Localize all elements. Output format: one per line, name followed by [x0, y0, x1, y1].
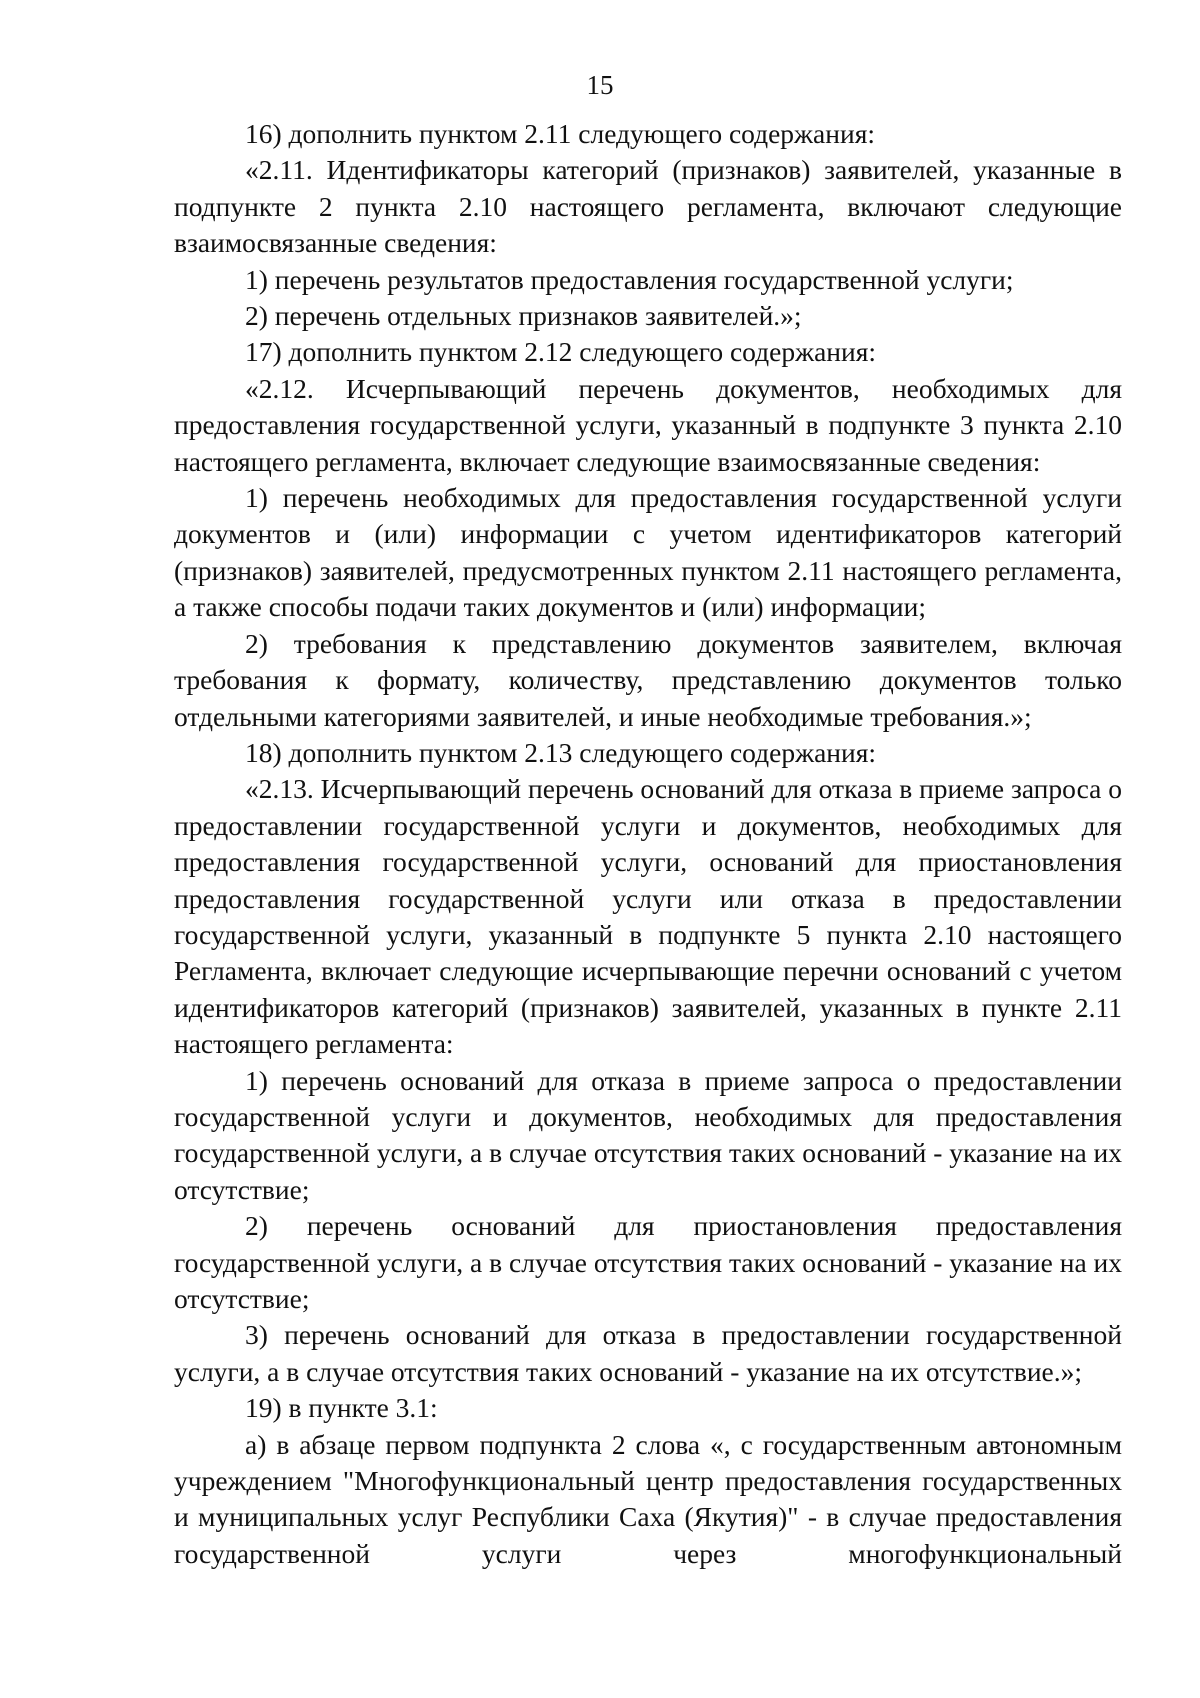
paragraph-item-18: 18) дополнить пунктом 2.13 следующего содержания:	[245, 736, 877, 768]
paragraph-2-11: «2.11. Идентификаторы категорий (признаков) заявителей, указанные в подпункте 2 пункта 2.10 настоящего регламента, включают следующие взаимосвязанные сведения:	[174, 154, 1122, 259]
paragraph-item-16: 16) дополнить пунктом 2.11 следующего содержания:	[245, 118, 875, 149]
paragraph-2-12: «2.12. Исчерпывающий перечень документов, необходимых для предоставления государственной услуги, указанный в подпункте 3 пункта 2.10 настоящего регламента, включает следующие взаимосвязанные сведения:	[174, 372, 1122, 477]
paragraph-item-19-a: а) в абзаце первом подпункта 2 слова «, с государственным автономным учреждением "Многофункциональный центр предоставления государственных и муниципальных услуг Республики Саха (Якутия)" - в случае предоставления государственной услуги через многофункциональный	[174, 1428, 1122, 1569]
paragraph-item-19: 19) в пункте 3.1:	[245, 1392, 438, 1424]
paragraph-2-13-sub-3: 3) перечень оснований для отказа в предоставлении государственной услуги, а в случае отсутствия таких оснований - указание на их отсутствие.»;	[174, 1319, 1122, 1387]
document-body	[174, 116, 1122, 1572]
paragraph-2-13-sub-2: 2) перечень оснований для приостановления предоставления государственной услуги, а в случае отсутствия таких оснований - указание на их отсутствие;	[174, 1210, 1122, 1314]
paragraph-2-11-sub-2: 2) перечень отдельных признаков заявителей.»;	[245, 300, 802, 332]
paragraph-2-13-sub-1: 1) перечень оснований для отказа в приеме запроса о предоставлении государственной услуги и документов, необходимых для предоставления государственной услуги, а в случае отсутствия таких оснований - указание на их отсутствие;	[174, 1064, 1122, 1205]
page-number: 15	[586, 70, 614, 100]
paragraph-item-17: 17) дополнить пунктом 2.12 следующего содержания:	[245, 336, 877, 368]
paragraph-2-12-sub-1: 1) перечень необходимых для предоставления государственной услуги документов и (или) информации с учетом идентификаторов категорий (признаков) заявителей, предусмотренных пунктом 2.11 настоящего регламента, а также способы подачи таких документов и (или) информации;	[174, 482, 1122, 623]
paragraph-2-13: «2.13. Исчерпывающий перечень оснований для отказа в приеме запроса о предоставлении государственной услуги и документов, необходимых для предоставления государственной услуги, оснований для приостановления предоставления государственной услуги или отказа в предоставлении государственной услуги, указанный в подпункте 5 пункта 2.10 настоящего Регламента, включает следующие исчерпывающие перечни оснований с учетом идентификаторов категорий (признаков) заявителей, указанных в пункте 2.11 настоящего регламента:	[174, 773, 1122, 1060]
paragraph-2-11-sub-1: 1) перечень результатов предоставления государственной услуги;	[245, 263, 1014, 295]
paragraph-2-12-sub-2: 2) требования к представлению документов заявителем, включая требования к формату, количеству, представлению документов только отдельными категориями заявителей, и иные необходимые требования.»;	[174, 627, 1122, 732]
